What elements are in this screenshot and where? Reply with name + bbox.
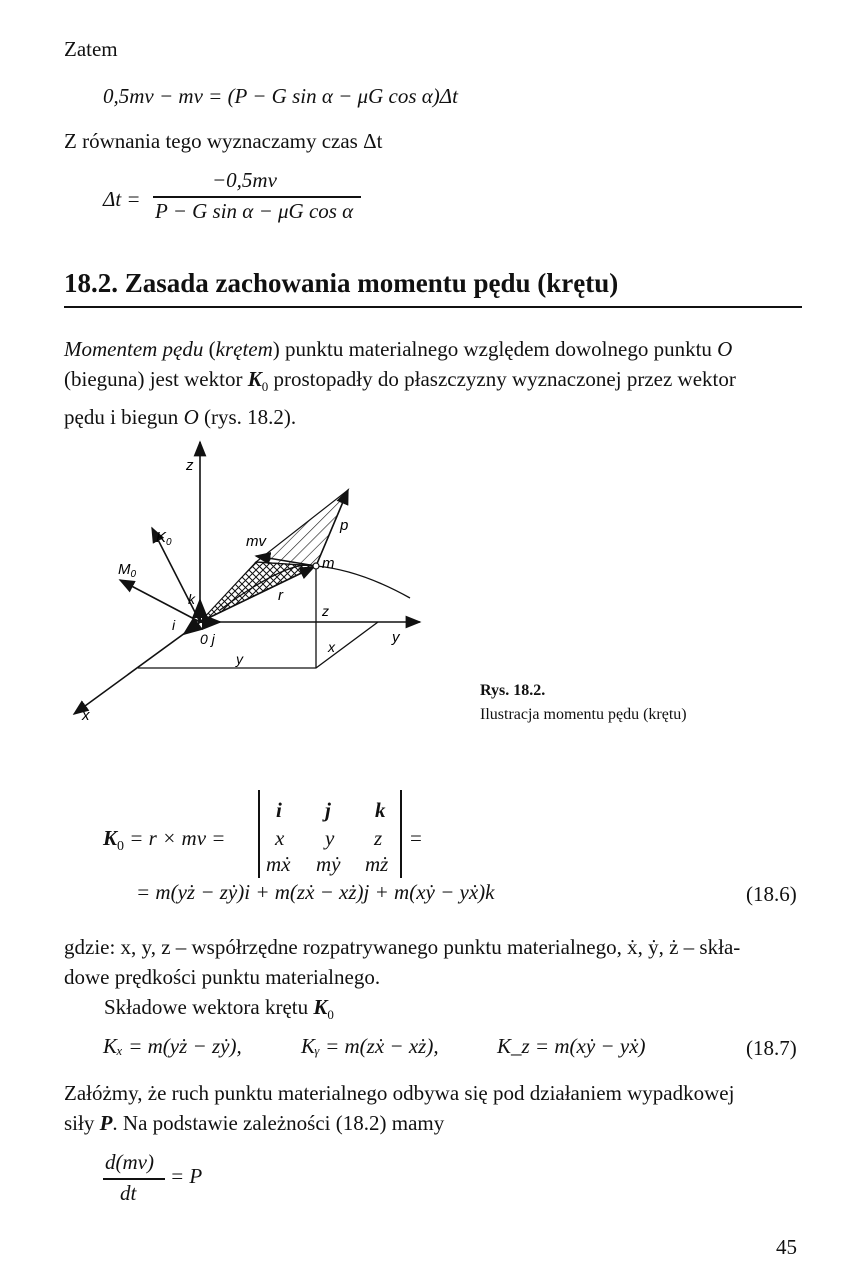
label-mv: mv (246, 533, 266, 550)
point-m (313, 563, 319, 569)
text-fragment: ( (203, 337, 216, 361)
det-r1c3: k (375, 798, 386, 822)
term-momentem-pedu: Momentem pędu (64, 337, 204, 361)
text-fragment: prostopadły do płaszczyzny wyznaczonej przez wektor (268, 367, 736, 391)
caption-title: Rys. 18.2. (480, 682, 546, 699)
label-r: r (278, 587, 283, 604)
zalozmy-line-1: Załóżmy, że ruch punktu materialnego odbywa się pod działaniem wypadkowej (64, 1081, 735, 1105)
label-m: m (322, 555, 335, 572)
dt-numerator: −0,5mv (212, 168, 277, 192)
symbol-K0: K (247, 367, 262, 391)
det-r1c1: i (276, 798, 282, 822)
text-fragment: ) punktu materialnego względem dowolnego punktu (272, 337, 718, 361)
paragraph-definition (64, 334, 804, 432)
label-y-axis: y (392, 629, 400, 646)
gdzie-line-1: gdzie: x, y, z – współrzędne rozpatrywanego punktu materialnego, ẋ, ẏ, ż – skła- (64, 935, 741, 959)
label-O-j: 0 j (200, 631, 215, 647)
dt-denominator: P − G sin α − μG cos α (155, 199, 354, 223)
label-M0: $M_0$ (118, 561, 137, 580)
text-fragment: (rys. 18.2). (198, 405, 297, 430)
last-eq-numerator: d(mv) (105, 1150, 154, 1174)
gdzie-line-3 (64, 992, 804, 1030)
eq-Ky: Kᵧ = m(zẋ − xż), (301, 1034, 439, 1058)
dt-fraction-line (153, 196, 361, 198)
text-fragment: siły (64, 1111, 100, 1135)
caption-text: Ilustracja momentu pędu (krętu) (480, 706, 687, 723)
paragraph-gdzie (64, 932, 804, 1030)
label-z-small: z (322, 603, 329, 619)
eq-Kx: Kₓ = m(yż − zẏ), (103, 1034, 242, 1058)
subscript-0: 0 (261, 379, 269, 395)
equation-number-18-7: (18.7) (746, 1036, 797, 1060)
equation-number-18-6: (18.6) (746, 882, 797, 906)
det-r2c3: z (374, 826, 383, 850)
det-r3c2: mẏ (316, 852, 341, 876)
subscript-0: 0 (327, 1007, 334, 1023)
det-left-bar (258, 790, 260, 878)
term-kretem: krętem (215, 337, 273, 361)
zalozmy-line-2 (64, 1108, 804, 1138)
last-eq-denominator: dt (120, 1181, 137, 1205)
det-r2c1: x (275, 826, 285, 850)
symbol-K0: K (313, 995, 328, 1019)
section-rule (64, 306, 802, 308)
symbol-O: O (717, 337, 733, 361)
text-fragment: . Na podstawie zależności (18.2) mamy (112, 1111, 445, 1135)
page-number: 45 (776, 1235, 797, 1259)
gdzie-line-2: dowe prędkości punktu materialnego. (64, 965, 381, 989)
symbol-K0: K (103, 826, 118, 850)
symbol-O: O (183, 405, 199, 430)
last-eq-rhs: = P (170, 1164, 203, 1188)
subscript-0: 0 (117, 839, 125, 855)
eq-Kz: K_z = m(xẏ − yẋ) (497, 1034, 646, 1058)
last-eq-fraction-line (103, 1178, 165, 1180)
equation-momentum-change: 0,5mv − mv = (P − G sin α − μG cos α)Δt (103, 84, 458, 108)
text-fragment: Składowe wektora krętu (104, 995, 314, 1019)
label-x-axis: x (82, 707, 90, 724)
det-r3c3: mż (365, 852, 389, 876)
det-lhs-rest: = r × mv = (124, 826, 226, 850)
figure-angular-momentum (60, 430, 440, 730)
paragraph-zalozmy (64, 1078, 804, 1138)
label-k: k (188, 591, 195, 607)
label-i: i (172, 617, 176, 633)
label-p: p (340, 517, 349, 534)
det-r1c2: j (325, 798, 331, 822)
det-expansion: = m(yż − zẏ)i + m(zẋ − xż)j + m(xẏ − yẋ)k (136, 880, 495, 904)
det-r2c2: y (325, 826, 335, 850)
text-z-rownania: Z równania tego wyznaczamy czas Δt (64, 129, 383, 153)
det-equals: = (410, 826, 422, 850)
symbol-P: P (99, 1111, 113, 1135)
dt-lhs: Δt = (103, 187, 141, 211)
label-K0: $K_0$ (156, 529, 172, 548)
text-zatem: Zatem (64, 37, 118, 61)
det-lhs (103, 826, 225, 855)
text-fragment: pędu i biegun (64, 405, 184, 430)
unit-i (184, 622, 200, 634)
det-r3c1: mẋ (266, 852, 291, 876)
label-x-small: x (328, 639, 335, 655)
label-z-axis: z (186, 457, 194, 474)
label-y-small: y (236, 651, 243, 667)
section-title: 18.2. Zasada zachowania momentu pędu (krętu) (64, 268, 619, 298)
det-right-bar (400, 790, 402, 878)
text-fragment: (bieguna) jest wektor (64, 367, 248, 391)
